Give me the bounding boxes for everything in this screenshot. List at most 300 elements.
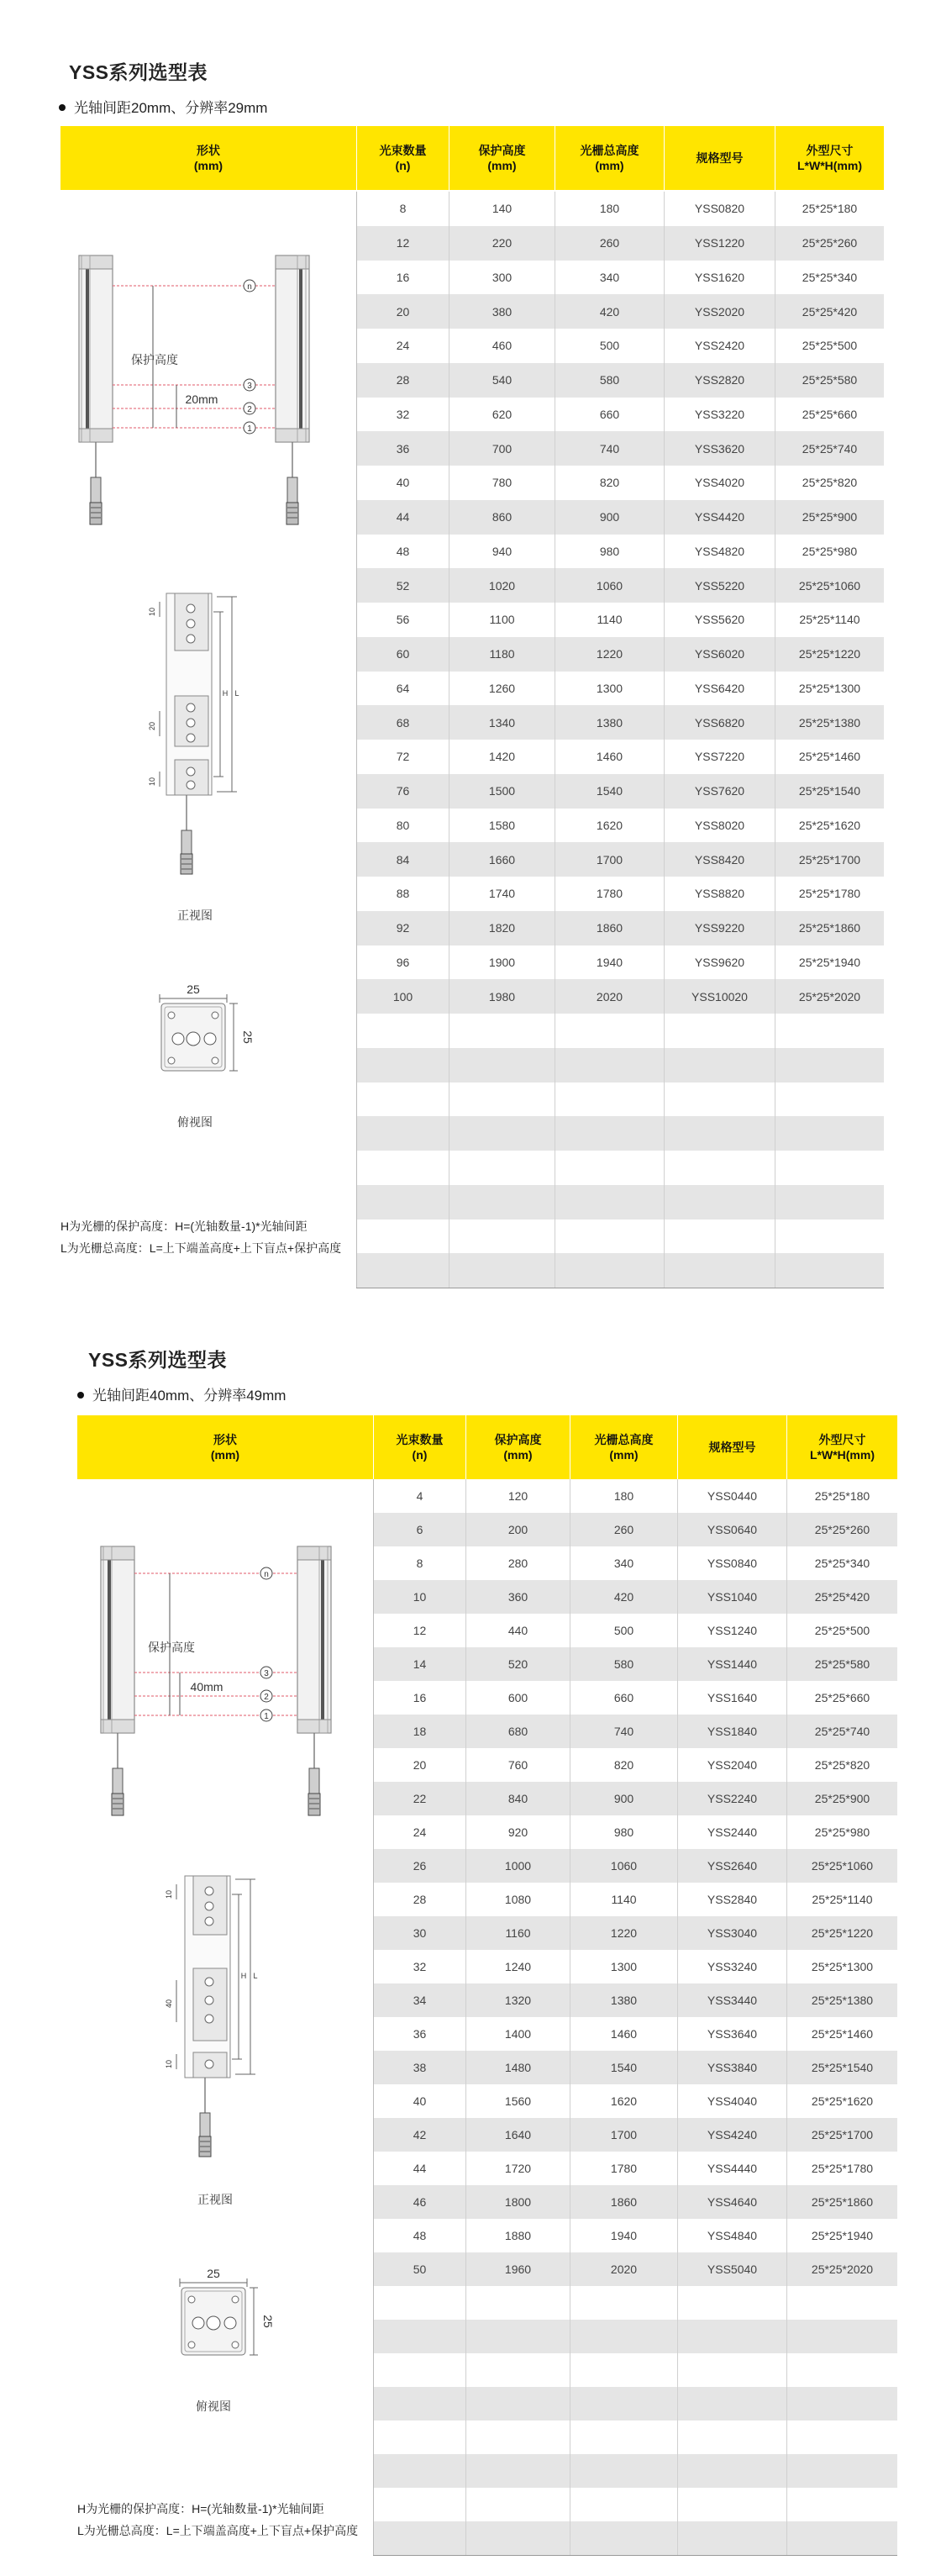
cell-protect-height: 1820 [449,911,555,946]
cell-dimensions: 25*25*1700 [786,2118,897,2152]
cell-protect-height: 140 [449,192,555,226]
table-row [356,979,884,1014]
table-row [373,2051,897,2084]
cell-dimensions [786,2353,897,2387]
protect-height-label: 保护高度 [131,353,178,366]
cell-total-height: 1940 [555,946,664,980]
header-dimensions: 外型尺寸 L*W*H(mm) [786,1415,897,1479]
cell-model: YSS6020 [664,637,775,672]
cell-protect-height: 1660 [449,842,555,877]
cell-dimensions: 25*25*260 [775,226,884,261]
cell-model: YSS5620 [664,603,775,637]
marker-3: 3 [247,382,252,391]
spacing-label: 20mm [185,392,218,406]
cell-beam-count: 26 [373,1849,465,1883]
header-shape: 形状 (mm) [210,1433,240,1462]
cell-beam-count: 38 [373,2051,465,2084]
selection-table-section-2 [0,1311,941,2576]
cell-beam-count [356,1220,449,1254]
cell-dimensions: 25*25*180 [786,1479,897,1513]
table-row [373,2017,897,2051]
cell-total-height: 660 [555,398,664,432]
cell-dimensions: 25*25*980 [775,535,884,569]
cell-total-height [555,1083,664,1117]
protect-height-label: 保护高度 [148,1641,195,1654]
cell-dimensions: 25*25*260 [786,1513,897,1546]
cell-total-height: 340 [570,1546,677,1580]
cell-total-height: 1700 [555,842,664,877]
cell-protect-height: 200 [465,1513,570,1546]
table-row [373,1681,897,1715]
cell-beam-count: 50 [373,2252,465,2286]
cell-protect-height: 120 [465,1479,570,1513]
cell-protect-height: 1500 [449,774,555,809]
cell-protect-height: 1080 [465,1883,570,1916]
cell-model: YSS10020 [664,979,775,1014]
cell-beam-count: 56 [356,603,449,637]
cell-beam-count: 72 [356,740,449,774]
table-row [356,603,884,637]
header-beam-count: 光束数量 (n) [373,1415,465,1479]
cell-total-height: 1300 [555,672,664,706]
cell-dimensions: 25*25*580 [775,363,884,398]
cell-protect-height: 840 [465,1782,570,1815]
cell-total-height: 2020 [570,2252,677,2286]
cell-total-height: 500 [555,329,664,363]
table-row [356,1185,884,1220]
marker-3: 3 [264,1669,269,1678]
cell-model: YSS1040 [677,1580,786,1614]
cell-model: YSS0640 [677,1513,786,1546]
cell-model: YSS2440 [677,1815,786,1849]
section-title: YSS系列选型表 [88,1349,228,1371]
cell-total-height: 1860 [555,911,664,946]
cell-protect-height: 680 [465,1715,570,1748]
cell-protect-height: 460 [449,329,555,363]
cell-dimensions: 25*25*1220 [775,637,884,672]
cell-dimensions: 25*25*1620 [786,2084,897,2118]
table-row [356,1151,884,1185]
cell-dimensions: 25*25*740 [786,1715,897,1748]
cell-beam-count: 12 [356,226,449,261]
cell-beam-count: 28 [373,1883,465,1916]
cell-beam-count [373,2488,465,2521]
cell-model [677,2387,786,2421]
cell-protect-height: 1640 [465,2118,570,2152]
table-row [373,1580,897,1614]
receiver-unit [297,1546,331,1815]
cell-total-height: 420 [570,1580,677,1614]
header-total-height: 光栅总高度 (mm) [555,126,664,190]
cell-protect-height: 1160 [465,1916,570,1950]
spacing-label: 40mm [190,1680,223,1694]
note-line-1: H为光栅的保护高度：H=(光轴数量-1)*光轴间距 [60,1220,308,1233]
cell-beam-count: 44 [356,500,449,535]
table-row [356,740,884,774]
cell-model: YSS0820 [664,192,775,226]
cell-beam-count: 48 [356,535,449,569]
cell-model: YSS2240 [677,1782,786,1815]
cell-total-height: 1140 [570,1883,677,1916]
cell-model: YSS3040 [677,1916,786,1950]
cell-dimensions: 25*25*340 [775,261,884,295]
cell-beam-count [356,1253,449,1288]
table-row [373,1513,897,1546]
table-row [373,1782,897,1815]
cell-model: YSS2040 [677,1748,786,1782]
cell-dimensions [786,2454,897,2488]
cell-dimensions: 25*25*420 [775,294,884,329]
front-view-drawing [160,593,237,874]
front-dim-h: H [240,1972,247,1980]
table-row [356,946,884,980]
cell-protect-height: 1880 [465,2219,570,2252]
cell-beam-count: 60 [356,637,449,672]
cell-beam-count: 68 [356,705,449,740]
cell-total-height: 740 [555,431,664,466]
cell-total-height [555,1253,664,1288]
header-dimensions: 外型尺寸 L*W*H(mm) [775,126,884,190]
cell-beam-count: 4 [373,1479,465,1513]
cell-protect-height: 220 [449,226,555,261]
table-body [373,1479,897,2555]
table-row [373,1715,897,1748]
header-shape: 形状 (mm) [193,144,223,172]
cell-model: YSS4040 [677,2084,786,2118]
table-row [356,363,884,398]
cell-protect-height: 1980 [449,979,555,1014]
cell-total-height [555,1014,664,1048]
table-row [373,1546,897,1580]
cell-model [664,1048,775,1083]
header-protect-height: 保护高度 (mm) [449,126,555,190]
table-row [373,2353,897,2387]
cell-dimensions: 25*25*740 [775,431,884,466]
cell-total-height [555,1220,664,1254]
front-dim-h: H [222,689,229,698]
table-row [356,911,884,946]
cell-model: YSS5220 [664,568,775,603]
cell-dimensions [786,2387,897,2421]
cell-beam-count: 16 [356,261,449,295]
table-row [373,2185,897,2219]
cell-protect-height: 940 [449,535,555,569]
top-view-caption: 俯视图 [196,2400,231,2413]
table-row [373,1614,897,1647]
table-bottom-border [373,2555,897,2556]
cell-beam-count: 24 [356,329,449,363]
table-row [373,1815,897,1849]
cell-total-height: 1940 [570,2219,677,2252]
cell-dimensions: 25*25*500 [786,1614,897,1647]
cell-dimensions [786,2521,897,2555]
cell-model: YSS1440 [677,1647,786,1681]
table-row [356,774,884,809]
cell-model [664,1083,775,1117]
cell-protect-height [465,2387,570,2421]
cell-beam-count: 76 [356,774,449,809]
cell-dimensions: 25*25*1300 [786,1950,897,1983]
cell-model: YSS1620 [664,261,775,295]
table-row [356,809,884,843]
cell-model: YSS3220 [664,398,775,432]
cell-model: YSS4240 [677,2118,786,2152]
cell-total-height: 820 [570,1748,677,1782]
table-row [356,672,884,706]
table-row [356,466,884,500]
cell-protect-height: 1320 [465,1983,570,2017]
cell-beam-count [356,1014,449,1048]
cell-beam-count: 84 [356,842,449,877]
cell-dimensions: 25*25*1860 [775,911,884,946]
cell-protect-height: 1000 [465,1849,570,1883]
cell-dimensions: 25*25*1540 [775,774,884,809]
cell-dimensions [786,2421,897,2454]
bullet-icon [77,1392,84,1399]
top-view-drawing [180,2278,258,2355]
cell-protect-height: 300 [449,261,555,295]
cell-model: YSS7620 [664,774,775,809]
table-row [356,1014,884,1048]
cell-protect-height: 280 [465,1546,570,1580]
cell-dimensions: 25*25*1540 [786,2051,897,2084]
table-row [373,2252,897,2286]
front-dim-mid: 40 [165,1999,173,2009]
cell-model [677,2353,786,2387]
cell-model: YSS1840 [677,1715,786,1748]
cell-dimensions: 25*25*660 [775,398,884,432]
cell-dimensions: 25*25*1700 [775,842,884,877]
front-view-caption: 正视图 [197,2193,233,2206]
cell-total-height: 1380 [570,1983,677,2017]
cell-model: YSS8820 [664,877,775,911]
header-total-height: 光栅总高度 (mm) [570,1415,677,1479]
cell-dimensions [786,2286,897,2320]
cell-beam-count: 22 [373,1782,465,1815]
cell-total-height [555,1185,664,1220]
table-row [373,1479,897,1513]
cell-model: YSS2820 [664,363,775,398]
cell-dimensions: 25*25*1780 [786,2152,897,2185]
table-row [373,1748,897,1782]
cell-total-height: 1220 [570,1916,677,1950]
cell-beam-count: 14 [373,1647,465,1681]
marker-n: n [247,282,252,292]
header-protect-height: 保护高度 (mm) [465,1415,570,1479]
subtitle-text: 光轴间距20mm、分辨率29mm [74,100,268,116]
section-subtitle [77,1383,286,1404]
cell-protect-height [449,1116,555,1151]
cell-protect-height: 1560 [465,2084,570,2118]
cell-protect-height [465,2353,570,2387]
table-row [356,637,884,672]
cell-model [664,1014,775,1048]
cell-protect-height: 1720 [465,2152,570,2185]
receiver-unit [276,255,309,524]
cell-total-height: 740 [570,1715,677,1748]
cell-protect-height: 1800 [465,2185,570,2219]
cell-beam-count: 18 [373,1715,465,1748]
cell-model [664,1220,775,1254]
cell-beam-count: 48 [373,2219,465,2252]
cell-total-height: 820 [555,466,664,500]
cell-total-height: 580 [570,1647,677,1681]
cell-dimensions: 25*25*900 [786,1782,897,1815]
cell-dimensions: 25*25*1780 [775,877,884,911]
cell-dimensions [775,1185,884,1220]
table-row [356,1116,884,1151]
table-row [373,1983,897,2017]
cell-beam-count: 30 [373,1916,465,1950]
cell-protect-height [449,1151,555,1185]
notes [77,2498,358,2542]
cell-total-height: 260 [555,226,664,261]
cell-dimensions: 25*25*1060 [775,568,884,603]
cell-model: YSS8020 [664,809,775,843]
cell-protect-height: 1240 [465,1950,570,1983]
top-dim-w: 25 [187,982,200,996]
cell-model: YSS3240 [677,1950,786,1983]
table-row [373,1916,897,1950]
note-line-1: H为光栅的保护高度：H=(光轴数量-1)*光轴间距 [77,2502,324,2515]
cell-beam-count: 40 [356,466,449,500]
cell-dimensions: 25*25*1380 [786,1983,897,2017]
cell-beam-count: 20 [373,1748,465,1782]
cell-beam-count: 100 [356,979,449,1014]
cell-protect-height: 1740 [449,877,555,911]
table-row [356,1083,884,1117]
cell-model [664,1253,775,1288]
table-row [356,192,884,226]
cell-protect-height: 360 [465,1580,570,1614]
cell-model: YSS1640 [677,1681,786,1715]
cell-total-height [570,2286,677,2320]
table-row [373,2286,897,2320]
cell-total-height [555,1151,664,1185]
table-row [356,398,884,432]
cell-dimensions [786,2488,897,2521]
light-curtain-diagram [77,1479,373,2563]
cell-total-height [570,2387,677,2421]
table-row [373,2084,897,2118]
cell-model [664,1151,775,1185]
marker-2: 2 [247,405,252,414]
cell-total-height: 580 [555,363,664,398]
cell-model [677,2286,786,2320]
cell-dimensions [775,1014,884,1048]
cell-model: YSS0840 [677,1546,786,1580]
cell-model [677,2488,786,2521]
cell-model: YSS5040 [677,2252,786,2286]
front-dim-l: L [234,689,239,698]
front-view-drawing [176,1876,258,2157]
cell-model: YSS3640 [677,2017,786,2051]
cell-protect-height: 1420 [449,740,555,774]
cell-total-height: 180 [570,1479,677,1513]
table-row [373,2454,897,2488]
cell-total-height: 1140 [555,603,664,637]
front-dim-bot: 10 [165,2059,173,2069]
section-title: YSS系列选型表 [69,61,208,83]
cell-beam-count [356,1151,449,1185]
cell-protect-height: 700 [449,431,555,466]
cell-dimensions [786,2320,897,2353]
cell-model: YSS6420 [664,672,775,706]
cell-model: YSS4420 [664,500,775,535]
table-body [356,192,884,1288]
cell-protect-height: 920 [465,1815,570,1849]
cell-beam-count: 88 [356,877,449,911]
table-row [356,431,884,466]
cell-total-height: 1460 [570,2017,677,2051]
cell-model: YSS0440 [677,1479,786,1513]
cell-total-height: 420 [555,294,664,329]
cell-protect-height: 600 [465,1681,570,1715]
cell-beam-count: 42 [373,2118,465,2152]
cell-total-height [555,1116,664,1151]
cell-beam-count: 20 [356,294,449,329]
cell-protect-height: 540 [449,363,555,398]
cell-total-height: 660 [570,1681,677,1715]
cell-model: YSS4840 [677,2219,786,2252]
table-row [356,842,884,877]
cell-protect-height [449,1253,555,1288]
cell-beam-count: 80 [356,809,449,843]
cell-protect-height [465,2320,570,2353]
table-row [356,705,884,740]
cell-protect-height: 520 [465,1647,570,1681]
table-header [77,1415,897,1479]
cell-protect-height [465,2286,570,2320]
cell-protect-height [465,2454,570,2488]
table-row [373,2488,897,2521]
table-row [373,2421,897,2454]
cell-beam-count [373,2286,465,2320]
cell-dimensions: 25*25*660 [786,1681,897,1715]
table-row [356,1253,884,1288]
cell-protect-height [465,2488,570,2521]
table-row [373,2152,897,2185]
cell-protect-height [449,1220,555,1254]
cell-model: YSS4440 [677,2152,786,2185]
emitter-unit [101,1546,134,1815]
cell-total-height [570,2454,677,2488]
cell-beam-count: 46 [373,2185,465,2219]
cell-dimensions: 25*25*340 [786,1546,897,1580]
cell-total-height [570,2421,677,2454]
cell-beam-count [373,2421,465,2454]
cell-beam-count: 96 [356,946,449,980]
cell-dimensions: 25*25*580 [786,1647,897,1681]
cell-dimensions: 25*25*1940 [775,946,884,980]
header-model: 规格型号 [677,1415,786,1479]
table-row [373,2320,897,2353]
table-row [356,294,884,329]
cell-beam-count: 34 [373,1983,465,2017]
table-row [356,1220,884,1254]
front-dim-top: 10 [165,1889,173,1899]
cell-protect-height [449,1083,555,1117]
table-row [356,568,884,603]
cell-beam-count [373,2353,465,2387]
cell-model: YSS6820 [664,705,775,740]
note-line-2: L为光栅总高度：L=上下端盖高度+上下盲点+保护高度 [77,2524,359,2537]
cell-dimensions: 25*25*1140 [786,1883,897,1916]
cell-model: YSS8420 [664,842,775,877]
table-header [60,126,884,190]
cell-dimensions [775,1151,884,1185]
cell-protect-height: 760 [465,1748,570,1782]
